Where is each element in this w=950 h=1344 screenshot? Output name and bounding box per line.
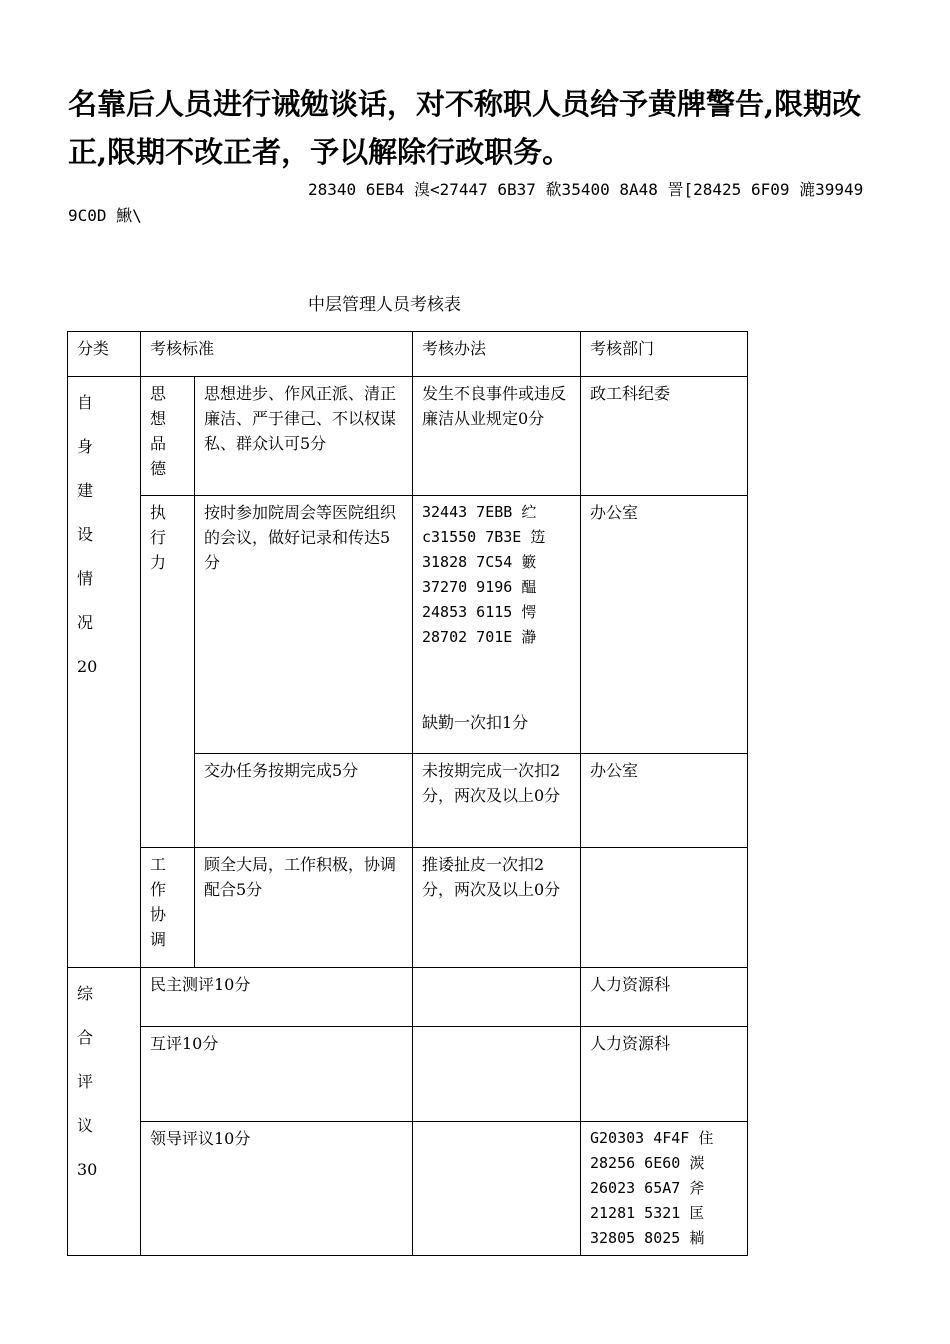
standard-ideology: 思想进步、作风正派、清正廉洁、严于律己、不以权谋私、群众认可5分 xyxy=(195,377,413,496)
method-democratic xyxy=(413,968,581,1027)
method-code-line: 32443 7EBB 纻 xyxy=(422,503,537,521)
department-tasks: 办公室 xyxy=(581,754,748,848)
method-code-line: 28702 701E 瀞 xyxy=(422,628,537,646)
department-code-line: G20303 4F4F 住 xyxy=(590,1129,714,1147)
method-ideology: 发生不良事件或违反廉洁从业规定0分 xyxy=(413,377,581,496)
method-coordination: 推诿扯皮一次扣2分，两次及以上0分 xyxy=(413,848,581,968)
standard-meetings: 按时参加院周会等医院组织的会议，做好记录和传达5分 xyxy=(195,496,413,754)
category-self-building: 自 身 建 设 情 况 20 xyxy=(68,377,141,968)
method-code-line: c31550 7B3E 笾 xyxy=(422,528,546,546)
header-category: 分类 xyxy=(68,332,141,377)
department-code-line: 26023 65A7 斧 xyxy=(590,1179,705,1197)
department-code-line: 28256 6E60 湠 xyxy=(590,1154,705,1172)
method-peer xyxy=(413,1027,581,1122)
table-row xyxy=(68,968,748,1027)
method-leader xyxy=(413,1122,581,1256)
department-leader xyxy=(581,1122,748,1256)
department-code-line: 32805 8025 耥 xyxy=(590,1229,705,1247)
assessment-table xyxy=(67,331,748,1256)
department-democratic: 人力资源科 xyxy=(581,968,748,1027)
category-comprehensive: 综 合 评 议 30 xyxy=(68,968,141,1256)
department-code-line: 21281 5321 匡 xyxy=(590,1204,705,1222)
table-row xyxy=(68,496,748,754)
method-code-line: 31828 7C54 籔 xyxy=(422,553,537,571)
department-meetings: 办公室 xyxy=(581,496,748,754)
standard-democratic: 民主测评10分 xyxy=(141,968,413,1027)
department-ideology: 政工科纪委 xyxy=(581,377,748,496)
standard-coordination: 顾全大局，工作积极，协调配合5分 xyxy=(195,848,413,968)
sub-execution: 执 行 力 xyxy=(141,496,195,848)
standard-leader: 领导评议10分 xyxy=(141,1122,413,1256)
header-method: 考核办法 xyxy=(413,332,581,377)
method-meetings xyxy=(413,496,581,754)
table-row xyxy=(68,1122,748,1256)
table-row xyxy=(68,848,748,968)
department-peer: 人力资源科 xyxy=(581,1027,748,1122)
code-line-2: 9C0D 鰍\ xyxy=(68,206,142,225)
intro-paragraph: 名靠后人员进行诫勉谈话，对不称职人员给予黄牌警告,限期改正,限期不改正者，予以解除行政职务。 xyxy=(68,87,862,169)
method-tasks: 未按期完成一次扣2分，两次及以上0分 xyxy=(413,754,581,848)
sub-coordination: 工 作 协 调 xyxy=(141,848,195,968)
department-coordination xyxy=(581,848,748,968)
sub-ideology: 思 想 品 德 xyxy=(141,377,195,496)
header-standard: 考核标准 xyxy=(141,332,413,377)
method-code-line: 37270 9196 醖 xyxy=(422,578,537,596)
standard-tasks: 交办任务按期完成5分 xyxy=(195,754,413,848)
header-department: 考核部门 xyxy=(581,332,748,377)
code-line-1: 28340 6EB4 溴<27447 6B37 欷35400 8A48 詈[28425 6F09 漉39949 xyxy=(308,180,864,199)
table-row xyxy=(68,377,748,496)
table-row xyxy=(68,1027,748,1122)
method-code-line: 24853 6115 愕 xyxy=(422,603,537,621)
method-absence-note: 缺勤一次扣1分 xyxy=(422,713,529,732)
table-header-row xyxy=(68,332,748,377)
table-title: 中层管理人员考核表 xyxy=(308,295,461,315)
standard-peer: 互评10分 xyxy=(141,1027,413,1122)
